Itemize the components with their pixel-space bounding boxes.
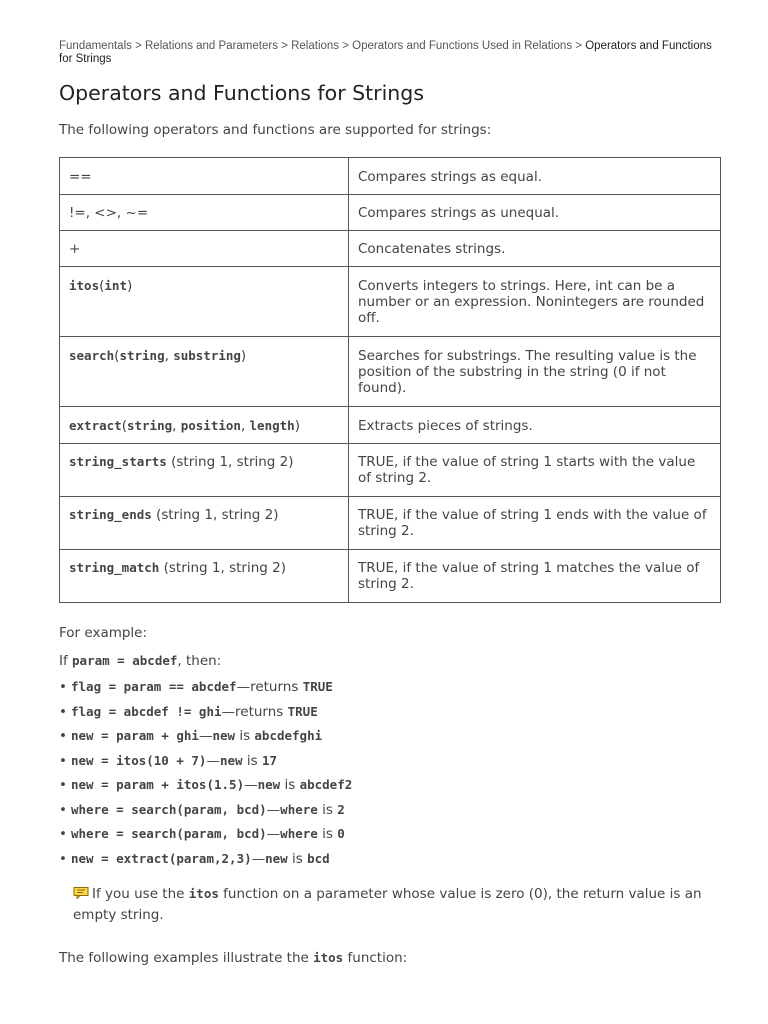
arguments-text: (string 1, string 2) xyxy=(151,507,279,523)
description-cell: TRUE, if the value of string 1 ends with the value of string 2. xyxy=(349,497,721,550)
example-expression: flag = abcdef != ghi xyxy=(71,703,222,719)
breadcrumb-current: Operators and Functions for Strings xyxy=(59,40,712,65)
list-item: • new = param + ghi—new is abcdefghi xyxy=(59,728,323,744)
list-item: • new = itos(10 + 7)—new is 17 xyxy=(59,752,277,769)
example-result: 17 xyxy=(261,752,277,768)
if-suffix: , then: xyxy=(177,653,222,669)
description-cell: TRUE, if the value of string 1 matches the value of string 2. xyxy=(349,550,721,603)
table-row xyxy=(60,407,721,444)
punctuation: ) xyxy=(126,278,133,294)
example-result: 2 xyxy=(337,801,345,817)
example-result: abcdefghi xyxy=(254,728,323,743)
example-expression: where = search(param, bcd) xyxy=(71,801,267,817)
breadcrumb-separator: > xyxy=(281,40,288,52)
breadcrumb-fundamentals[interactable]: Fundamentals xyxy=(59,40,132,52)
example-lhs: where xyxy=(280,826,318,841)
description-cell: Extracts pieces of strings. xyxy=(349,407,721,444)
example-verb: is xyxy=(246,752,258,769)
list-item: • new = extract(param,2,3)—new is bcd xyxy=(59,850,330,867)
operator-text: !=, <>, ~= xyxy=(69,205,149,221)
breadcrumb-separator: > xyxy=(575,40,582,52)
function-name: extract xyxy=(69,418,122,433)
operator-cell xyxy=(60,337,349,407)
operator-text: + xyxy=(69,241,81,257)
function-name: string_ends xyxy=(69,507,152,522)
list-item: • where = search(param, bcd)—where is 2 xyxy=(59,801,345,818)
list-item: • where = search(param, bcd)—where is 0 xyxy=(59,826,345,842)
description-cell: Concatenates strings. xyxy=(349,231,721,267)
example-verb: is xyxy=(322,826,333,842)
note-prefix: If you use the xyxy=(92,886,189,902)
note-code: itos xyxy=(188,886,219,901)
if-prefix: If xyxy=(59,653,73,669)
punctuation: ) xyxy=(294,418,300,434)
example-verb: is xyxy=(239,728,251,744)
dash: — xyxy=(244,777,258,793)
operator-cell xyxy=(60,497,349,550)
punctuation: , xyxy=(164,348,174,364)
description-cell: Compares strings as equal. xyxy=(349,158,721,195)
argument-name: position xyxy=(180,418,241,433)
punctuation: , xyxy=(240,418,250,434)
argument-name: string xyxy=(119,348,165,363)
function-name: search xyxy=(69,348,115,363)
breadcrumb-separator: > xyxy=(135,40,142,52)
dash: — xyxy=(266,826,281,842)
page-content xyxy=(59,40,721,967)
table-row xyxy=(60,231,721,267)
example-expression: where = search(param, bcd) xyxy=(71,826,267,841)
for-example-text: For example: xyxy=(59,625,148,641)
dash: — xyxy=(198,728,213,744)
example-lhs: new xyxy=(219,752,243,768)
table-row xyxy=(60,444,721,497)
description-cell: Converts integers to strings. Here, int can be a number or an expression. Nonintegers are rounded off. xyxy=(349,267,721,337)
table-row xyxy=(60,497,721,550)
dash: — xyxy=(236,679,251,695)
example-verb: returns xyxy=(235,703,284,720)
operator-cell xyxy=(60,550,349,603)
argument-name: int xyxy=(104,278,127,293)
argument-name: string xyxy=(126,418,173,433)
example-expression: new = itos(10 + 7) xyxy=(71,752,207,768)
note-suffix: function on a parameter whose value is zero (0), the return value is an empty string. xyxy=(73,886,702,923)
table-row xyxy=(60,267,721,337)
dash: — xyxy=(206,752,220,769)
operators-table xyxy=(59,157,721,603)
punctuation: ( xyxy=(121,418,127,434)
example-verb: returns xyxy=(250,679,299,695)
outro-text xyxy=(59,949,721,967)
example-lhs: new xyxy=(257,777,281,792)
function-name: string_starts xyxy=(69,454,167,469)
dash: — xyxy=(251,850,266,867)
table-row xyxy=(60,158,721,195)
example-result: bcd xyxy=(307,850,330,866)
description-cell: TRUE, if the value of string 1 starts with the value of string 2. xyxy=(349,444,721,497)
examples-list xyxy=(59,678,721,874)
operator-cell xyxy=(60,158,349,195)
example-lhs: where xyxy=(280,801,318,817)
example-verb: is xyxy=(284,777,296,793)
breadcrumb-relations-and-parameters[interactable]: Relations and Parameters xyxy=(145,40,278,52)
description-cell: Searches for substrings. The resulting value is the position of the substring in the string (0 if not found). xyxy=(349,337,721,407)
table-row xyxy=(60,195,721,231)
punctuation: ( xyxy=(114,348,120,364)
operator-cell xyxy=(60,195,349,231)
list-item: • new = param + itos(1.5)—new is abcdef2 xyxy=(59,777,353,793)
function-name: itos xyxy=(69,278,100,293)
breadcrumb-operators-and-functions-used[interactable]: Operators and Functions Used in Relations xyxy=(352,40,573,52)
operator-cell xyxy=(60,407,349,444)
intro-text: The following operators and functions are supported for strings: xyxy=(59,122,492,138)
outro-code: itos xyxy=(313,950,344,965)
example-result: abcdef2 xyxy=(299,777,353,792)
breadcrumb-separator: > xyxy=(342,40,349,52)
arguments-text: (string 1, string 2) xyxy=(166,454,294,470)
dash: — xyxy=(221,703,236,720)
page-title: Operators and Functions for Strings xyxy=(59,81,424,105)
argument-name: length xyxy=(249,418,295,433)
operator-cell xyxy=(60,231,349,267)
operator-cell xyxy=(60,444,349,497)
breadcrumb xyxy=(59,40,721,66)
dash: — xyxy=(266,801,281,818)
punctuation: , xyxy=(172,418,181,434)
breadcrumb-relations[interactable]: Relations xyxy=(291,40,340,52)
example-expression: new = extract(param,2,3) xyxy=(71,850,252,866)
outro-suffix: function: xyxy=(343,950,408,966)
example-verb: is xyxy=(292,850,303,867)
operator-text: == xyxy=(69,169,92,185)
table-row xyxy=(60,550,721,603)
if-line xyxy=(59,652,721,670)
description-cell: Compares strings as unequal. xyxy=(349,195,721,231)
operator-cell xyxy=(60,267,349,337)
note-block xyxy=(73,883,721,926)
example-expression: flag = param == abcdef xyxy=(71,679,237,694)
example-expression: new = param + itos(1.5) xyxy=(71,777,245,792)
argument-name: substring xyxy=(173,348,241,363)
example-result: 0 xyxy=(337,826,345,841)
list-item: • flag = param == abcdef—returns TRUE xyxy=(59,679,333,695)
example-result: TRUE xyxy=(302,679,333,694)
note-icon xyxy=(73,885,89,897)
outro-prefix: The following examples illustrate the xyxy=(59,950,314,966)
example-verb: is xyxy=(322,801,333,818)
example-lhs: new xyxy=(265,850,288,866)
arguments-text: (string 1, string 2) xyxy=(159,560,286,576)
table-row xyxy=(60,337,721,407)
punctuation: ( xyxy=(99,278,105,294)
example-lhs: new xyxy=(212,728,236,743)
example-result: TRUE xyxy=(287,703,318,719)
punctuation: ) xyxy=(240,348,247,364)
list-item: • flag = abcdef != ghi—returns TRUE xyxy=(59,703,318,720)
example-expression: new = param + ghi xyxy=(71,728,199,743)
function-name: string_match xyxy=(69,560,160,575)
if-code: param = abcdef xyxy=(72,653,178,668)
